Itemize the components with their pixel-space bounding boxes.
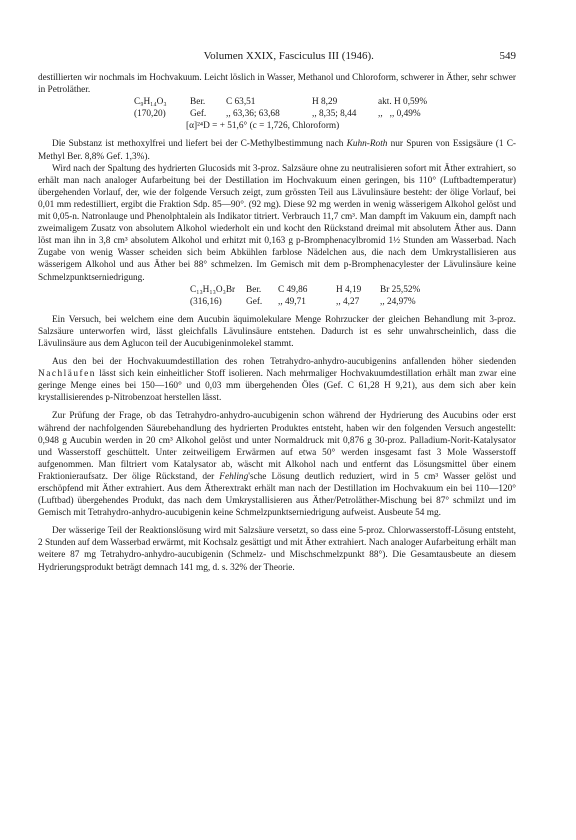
bromine-value: Br 25,52% — [380, 284, 421, 295]
carbon-value: C 49,86 — [278, 284, 308, 295]
hydrogen-value: ,, 4,27 — [336, 296, 360, 307]
bromine-value: ,, 24,97% — [380, 296, 416, 307]
paragraph-1: destillierten wir nochmals im Hochvakuum. Leicht löslich in Wasser, Methanol und Chloroform, schwerer in Äther, sehr schwer in Petroläther. — [38, 73, 516, 96]
paragraph-6-text-b: 'sche Lösung deutlich reduziert, wird in 5 cm³ Wasser gelöst und erschöpfend mit Äther extrahiert. Aus dem Ätherextrakt erhält man nach der Destillation im Hochvakuum ein bei 110—120° (Luftbad) übergehendes Produkt, das nach dem Umkrystallisieren aus Äther/Petroläther-Mischung bei 87° schmilzt und im Gemisch mit Tetrahydro-anhydro-aucubigenin keine Schmelzpunktserniedrigung aufweist. Ausbeute 54 mg. — [38, 471, 516, 519]
molecular-formula: C₉H₁₄O₃ — [134, 97, 167, 108]
author-reference: Fehling — [219, 471, 249, 482]
analysis-label: Gef. — [190, 109, 207, 120]
paragraph-5-text-a: Aus den bei der Hochvakuumdestillation des rohen Tetrahydro-anhydro-aucubigenins anfallenden höher siedenden — [52, 357, 516, 368]
analysis-row-found — [190, 296, 516, 308]
emphasized-term: Nachläufen — [38, 369, 96, 380]
analysis-label: Ber. — [246, 284, 262, 295]
hydrogen-value: H 8,29 — [312, 97, 338, 108]
paragraph-2 — [38, 138, 516, 162]
active-hydrogen-value: akt. H 0,59% — [378, 97, 428, 108]
analysis-label: Ber. — [190, 97, 206, 108]
paragraph-2-text-a: Die Substanz ist methoxylfrei und liefert bei der C-Methylbestimmung nach — [52, 139, 347, 150]
hydrogen-value: H 4,19 — [336, 284, 362, 295]
carbon-value: C 63,51 — [226, 97, 256, 108]
molecular-weight: (316,16) — [190, 296, 222, 307]
page-number: 549 — [499, 50, 516, 62]
analysis-row-calculated — [134, 96, 516, 108]
paragraph-6-text-a: Zur Prüfung der Frage, ob das Tetrahydro-anhydro-aucubigenin schon während der Hydrierung des Aucubins oder erst während der nachfolgenden Säurebehandlung des hydrierten Produktes entsteht, haben wir den folgenden Versuch angestellt: 0,948 g Aucubin werden in 20 cm³ Alkohol gelöst und unter Normaldruck mit 0,876 g 30-proz. Palladium-Norit-Katalysator und Wasserstoff geschüttelt. Unter zeitweiligem Erwärmen auf etwa 50° werden insgesamt fast 3 Mole Wasserstoff aufgenommen. Man filtriert vom Katalysator ab, wäscht mit Alkohol nach und entfernt das Lösungsmittel über einem Fraktionieraufsatz. Der ölige Rückstand, der — [38, 411, 516, 482]
molecular-formula: C₁₃H₁₃O₃Br — [190, 284, 236, 295]
paragraph-6 — [38, 410, 516, 519]
paragraph-4: Ein Versuch, bei welchem eine dem Aucubin äquimolekulare Menge Rohrzucker der gleichen Behandlung mit 3-proz. Salzsäure unterworfen wird, lässt gleichfalls Lävulinsäure entstehen. Dadurch ist es sehr unwahrscheinlich, dass die Lävulinsäure aus dem Aglucon teil der Aucubigeninmolekel stammt. — [38, 314, 516, 349]
journal-volume-title: Volumen XXIX, Fasciculus III (1946). — [203, 50, 374, 62]
molecular-weight: (170,20) — [134, 109, 166, 120]
analysis-label: Gef. — [246, 296, 263, 307]
analysis-row-found — [134, 108, 516, 120]
analysis-row-calculated — [190, 284, 516, 296]
paragraph-7: Der wässerige Teil der Reaktionslösung wird mit Salzsäure versetzt, so dass eine 5-proz. Chlorwasserstoff-Lösung entsteht, 2 Stunden auf dem Wasserbad erwärmt, mit Kochsalz gesättigt und mit Äther extrahiert. Nach analoger Aufarbeitung erhält man weitere 87 mg Tetrahydro-anhydro-aucubigenin (Schmelz- und Mischschmelzpunkt 88°). Die Gesamtausbeute an diesem Hydrierungsprodukt beträgt demnach 141 mg, d. s. 32% der Theorie. — [38, 526, 516, 573]
active-hydrogen-value: ,, ,, 0,49% — [378, 109, 421, 120]
paragraph-2-text-b: nur Spuren von Essigsäure (1 C-Methyl Ber. 8,8% Gef. 1,3%). — [38, 139, 516, 162]
elemental-analysis-2 — [190, 284, 516, 308]
elemental-analysis-1 — [134, 96, 516, 132]
paragraph-5 — [38, 356, 516, 404]
optical-rotation: [α]²⁴D = + 51,6° (c = 1,726, Chloroform) — [186, 121, 340, 132]
carbon-value: ,, 49,71 — [278, 296, 306, 307]
carbon-value: ,, 63,36; 63,68 — [226, 109, 280, 120]
author-reference: Kuhn-Roth — [346, 139, 388, 150]
paragraph-3: Wird nach der Spaltung des hydrierten Glucosids mit 3-proz. Salzsäure ohne zu neutralisieren sofort mit Äther extrahiert, so erhält man nach analoger Aufarbeitung bei der Destillation im Hochvakuum einen geringen, bis 110° (Luftbadtemperatur) übergehenden Vorlauf, der, wie der folgende Versuch zeigt, zum grössten Teil aus Lävulinsäure besteht: der ölige Vorlauf, bei 0,01 mm redestilliert, ergibt die Fraktion Sdp. 85—90°. (92 mg). Diese 92 mg werden in wenig wässerigem Alkohol gelöst und mit 0,05-n. Natronlauge und Phenolphtalein als Indikator titriert. Verbrauch 11,7 cm³. Man dampft im Vakuum ein, dampft nach zweimaligem Zusatz von absolutem Alkohol wiederholt ein und kocht den Rückstand dreimal mit absolutem Äther aus. Dann löst man ihn in 3,8 cm³ absolutem Alkohol und erhitzt mit 0,163 g p-Bromphenacylbromid 1½ Stunden am Wasserbad. Nach Zugabe von wenig Wasser scheiden sich beim Abkühlen farblose Nädelchen aus, die nach dem Umkrystallisieren aus wässerigem Alkohol und aus Äther bei 88° schmelzen. Im Gemisch mit dem p-Bromphenacylester der Lävulinsäure keine Schmelzpunktserniedrigung. — [38, 163, 516, 283]
hydrogen-value: ,, 8,35; 8,44 — [312, 109, 357, 120]
journal-page — [38, 50, 516, 574]
running-header — [38, 50, 516, 66]
paragraph-5-text-b: lässt sich kein einheitlicher Stoff isolieren. Nach mehrmaliger Hochvakuumdestillation erhält man zwar eine geringe Menge eines bei 150—160° und 0,03 mm übergehenden Öles (Gef. C 61,28 H 9,21), aus dem sich aber kein krystallisierendes p-Nitrobenzoat herstellen lässt. — [38, 369, 516, 404]
